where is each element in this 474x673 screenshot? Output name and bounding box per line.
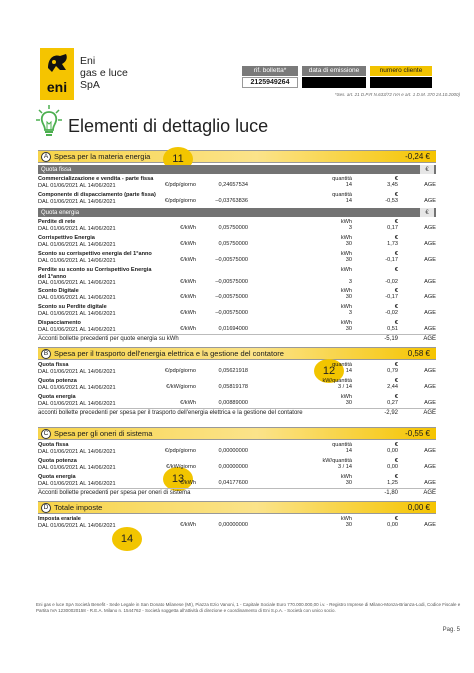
- row-unit: €/pdp/giorno: [164, 448, 196, 454]
- row-euro-label: €: [394, 442, 398, 448]
- row-amount: 3,45: [387, 182, 398, 188]
- table-row: [38, 217, 436, 233]
- table-row: [38, 376, 436, 392]
- row-price: 0,05621918: [218, 368, 248, 374]
- acconti-a-amount: -5,19: [384, 336, 398, 342]
- row-description: [38, 288, 158, 301]
- row-euro-label: €: [394, 235, 398, 241]
- section-d-letter: D: [41, 503, 51, 513]
- acconti-c-amount: -1,80: [384, 490, 398, 496]
- legal-note: *Ses. art. 21 D.P.R N.633/72 IVA e art. 1 D.M. 370 24.10.2000): [334, 92, 460, 97]
- row-age: AGE: [424, 225, 436, 231]
- section-c-title: Spesa per gli oneri di sistema: [54, 429, 153, 438]
- section-d-total: 0,00 €: [407, 503, 430, 512]
- row-quantity-label: kWh: [340, 516, 352, 522]
- acconti-c-text: Acconti bollette precedenti per spesa per oneri di sistema: [38, 490, 191, 496]
- row-name: Commercializzazione e vendita - parte fissa: [38, 176, 154, 182]
- row-amount: 0,00: [387, 522, 398, 528]
- row-unit: €/pdp/giorno: [164, 198, 196, 204]
- row-age: AGE: [424, 448, 436, 454]
- row-description: [38, 176, 158, 189]
- row-quantity: 14: [345, 368, 352, 374]
- table-row: [38, 249, 436, 265]
- row-quantity: 30: [345, 400, 352, 406]
- group-label: Quota energia: [41, 209, 80, 216]
- section-c-header: [38, 427, 436, 440]
- row-price: 0,00000000: [218, 464, 248, 470]
- ref-cliente-redacted: [370, 77, 432, 88]
- row-euro-label: €: [394, 267, 398, 273]
- row-quantity-label: kWh: [340, 267, 352, 273]
- rows-a-energia: [38, 217, 436, 334]
- bill-details: [38, 146, 436, 545]
- row-quantity: 3: [348, 279, 352, 285]
- company-line-2: gas e luce: [80, 67, 128, 79]
- row-euro-label: €: [394, 288, 398, 294]
- row-age: AGE: [424, 480, 436, 486]
- row-quantity-label: kWh: [340, 394, 352, 400]
- acconti-b-text: acconti bollette precedenti per spesa per il trasporto dell'energia elettrica e la gestione del contatore: [38, 410, 303, 416]
- row-period: DAL 01/06/2021 AL 14/06/2021: [38, 384, 116, 391]
- row-age: AGE: [424, 279, 436, 285]
- row-unit: €/kWh: [180, 257, 196, 263]
- table-row: [38, 302, 436, 318]
- table-row: [38, 233, 436, 249]
- ref-emissione-label: data di emissione: [302, 66, 366, 76]
- acconti-b-amount: -2,92: [384, 410, 398, 416]
- row-name: Dispacciamento: [38, 320, 81, 326]
- row-quantity-label: kWh: [340, 288, 352, 294]
- row-name: Sconto Digitale: [38, 288, 79, 294]
- row-quantity: 14: [345, 448, 352, 454]
- company-line-3: SpA: [80, 79, 100, 91]
- annotation-badge-13: 13: [163, 467, 193, 491]
- section-d-title: Totale imposte: [54, 503, 103, 512]
- row-period: DAL 01/06/2021 AL 14/06/2021: [38, 280, 116, 286]
- row-description: [38, 378, 158, 391]
- rows-c: [38, 440, 436, 488]
- row-euro-label: €: [394, 176, 398, 182]
- row-price: 0,01694000: [218, 326, 248, 332]
- row-description: [38, 458, 158, 471]
- row-description: [38, 251, 158, 264]
- row-age: AGE: [424, 384, 436, 390]
- row-name: Perdite di rete: [38, 219, 76, 225]
- row-unit: €/kW/giorno: [166, 464, 196, 470]
- page-number: Pag. 5: [442, 627, 460, 633]
- row-age: AGE: [424, 182, 436, 188]
- row-unit: €/kWh: [180, 400, 196, 406]
- row-quantity: 3 / 14: [338, 384, 352, 390]
- row-quantity: 30: [345, 241, 352, 247]
- title-area: [36, 104, 466, 144]
- section-b-total: 0,58 €: [407, 349, 430, 358]
- section-a-letter: A: [41, 152, 51, 162]
- row-period: DAL 01/06/2021 AL 14/06/2021: [38, 257, 116, 264]
- acconti-a: [38, 334, 436, 343]
- row-euro-label: €: [394, 516, 398, 522]
- row-euro-label: €: [394, 378, 398, 384]
- row-amount: 0,79: [387, 368, 398, 374]
- row-unit: €/pdp/giorno: [164, 368, 196, 374]
- row-unit: €/kWh: [180, 310, 196, 316]
- row-description: [38, 192, 158, 205]
- row-name: Quota energia: [38, 474, 76, 480]
- row-euro-label: €: [394, 304, 398, 310]
- row-age: AGE: [424, 241, 436, 247]
- row-quantity: 30: [345, 257, 352, 263]
- row-euro-label: €: [394, 320, 398, 326]
- row-quantity-label: quantità: [332, 176, 352, 182]
- row-age: AGE: [424, 368, 436, 374]
- row-price: 0,24657534: [218, 182, 248, 188]
- section-a-total: -0,24 €: [405, 152, 430, 161]
- row-quantity: 30: [345, 326, 352, 332]
- row-price: 0,05750000: [218, 225, 248, 231]
- row-description: [38, 235, 158, 248]
- row-name: Quota potenza: [38, 378, 77, 384]
- row-age: AGE: [424, 326, 436, 332]
- page-title: Elementi di dettaglio luce: [68, 116, 269, 136]
- row-unit: €/pdp/giorno: [164, 182, 196, 188]
- row-age: AGE: [424, 310, 436, 316]
- section-d-header: [38, 501, 436, 514]
- row-quantity-label: kW/quantità: [322, 378, 352, 384]
- rows-d: [38, 514, 436, 530]
- row-description: [38, 394, 158, 407]
- row-amount: 0,17: [387, 225, 398, 231]
- row-euro-label: €: [394, 474, 398, 480]
- group-quota-fissa-a: [38, 165, 436, 174]
- row-quantity: 3: [348, 310, 352, 316]
- row-quantity: 14: [345, 198, 352, 204]
- row-price: 0,04177600: [218, 480, 248, 486]
- row-price: 0,05819178: [218, 384, 248, 390]
- row-period: DAL 01/06/2021 AL 14/06/2021: [38, 400, 116, 407]
- row-age: AGE: [424, 464, 436, 470]
- row-age: AGE: [424, 522, 436, 528]
- lightbulb-icon: [36, 104, 62, 140]
- row-quantity: 30: [345, 480, 352, 486]
- row-name: Sconto su Perdite digitale: [38, 304, 107, 310]
- row-euro-label: €: [394, 458, 398, 464]
- table-row: [38, 190, 436, 206]
- row-age: AGE: [424, 198, 436, 204]
- row-period: DAL 01/06/2021 AL 14/06/2021: [38, 198, 116, 205]
- ref-cliente: [370, 66, 432, 88]
- ref-bolletta-value: 2125949264: [242, 77, 298, 88]
- row-amount: -0,53: [385, 198, 398, 204]
- row-amount: 0,00: [387, 464, 398, 470]
- section-b-header: [38, 347, 436, 360]
- row-amount: 0,00: [387, 448, 398, 454]
- row-description: [38, 442, 158, 455]
- ref-bolletta-label: rif. bolletta*: [242, 66, 298, 76]
- table-row: [38, 440, 436, 456]
- row-amount: 0,51: [387, 326, 398, 332]
- row-quantity-label: kW/quantità: [322, 458, 352, 464]
- row-period: DAL 01/06/2021 AL 14/06/2021: [38, 368, 116, 375]
- row-quantity-label: quantità: [332, 362, 352, 368]
- row-period: DAL 01/06/2021 AL 14/06/2021: [38, 522, 116, 529]
- row-euro-label: €: [394, 192, 398, 198]
- section-a-title: Spesa per la materia energia: [54, 152, 151, 161]
- row-description: [38, 362, 158, 375]
- row-euro-label: €: [394, 219, 398, 225]
- footer-legal: Eni gas e luce SpA Società Benefit - Sede Legale in San Donato Milanese (MI), Piazza Ezio Vanoni, 1 - Capitale Sociale Euro 770.000.000,00 i.v. - Registro Imprese di Milano-Monza-Brianza-Lodi, Codice Fiscale e Partita IVA 12300020158 - R.E.A. Milano n. 1544762 - Società soggetta all'attività di direzione e coordinamento di Eni S.p.A. - Società con unico socio.: [36, 602, 461, 613]
- section-b-title: Spesa per il trasporto dell'energia elettrica e la gestione del contatore: [54, 349, 284, 358]
- row-quantity-label: kWh: [340, 304, 352, 310]
- row-name: Corrispettivo Energia: [38, 235, 95, 241]
- row-period: DAL 01/06/2021 AL 14/06/2021: [38, 294, 116, 301]
- row-period: DAL 01/06/2021 AL 14/06/2021: [38, 182, 116, 189]
- row-quantity: 30: [345, 294, 352, 300]
- row-amount: 2,44: [387, 384, 398, 390]
- row-price: 0,05750000: [218, 241, 248, 247]
- group-quota-energia-a: [38, 208, 436, 217]
- row-age: AGE: [424, 294, 436, 300]
- row-name: Perdite su sconto su Corrispettivo Energia del 1°anno: [38, 267, 152, 280]
- acconti-b: [38, 408, 436, 423]
- ref-emissione-redacted: [302, 77, 366, 88]
- row-unit: €/kWh: [180, 225, 196, 231]
- row-euro-label: €: [394, 362, 398, 368]
- svg-text:eni: eni: [46, 79, 68, 95]
- acconti-a-text: Acconti bollette precedenti per quote energia su kWh: [38, 336, 179, 342]
- section-c-letter: C: [41, 429, 51, 439]
- row-description: [38, 320, 158, 333]
- row-amount: -0,02: [385, 279, 398, 285]
- row-unit: €/kW/giorno: [166, 384, 196, 390]
- rows-a-fissa: [38, 174, 436, 206]
- row-age: AGE: [424, 400, 436, 406]
- row-euro-label: €: [394, 251, 398, 257]
- row-price: –0,00575000: [215, 257, 248, 263]
- row-period: DAL 01/06/2021 AL 14/06/2021: [38, 241, 116, 248]
- group-euro-label: €: [420, 208, 434, 217]
- row-price: –0,03763836: [215, 198, 248, 204]
- row-euro-label: €: [394, 394, 398, 400]
- row-unit: €/kWh: [180, 241, 196, 247]
- row-period: DAL 01/06/2021 AL 14/06/2021: [38, 448, 116, 455]
- row-name: Quota fissa: [38, 442, 69, 448]
- row-amount: -0,17: [385, 294, 398, 300]
- row-period: DAL 01/06/2021 AL 14/06/2021: [38, 310, 116, 317]
- row-unit: €/kWh: [180, 522, 196, 528]
- acconti-a-age: AGE: [423, 336, 436, 342]
- row-period: DAL 01/06/2021 AL 14/06/2021: [38, 464, 116, 471]
- eni-logo: [40, 48, 74, 100]
- row-unit: €/kWh: [180, 480, 196, 486]
- row-name: Quota energia: [38, 394, 76, 400]
- row-name: Imposta erariale: [38, 516, 81, 522]
- row-quantity: 14: [345, 182, 352, 188]
- row-period: DAL 01/06/2021 AL 14/06/2021: [38, 225, 116, 232]
- table-row: [38, 472, 436, 488]
- row-price: –0,00575000: [215, 294, 248, 300]
- row-price: –0,00575000: [215, 279, 248, 285]
- row-amount: -0,02: [385, 310, 398, 316]
- row-description: [38, 219, 158, 232]
- acconti-c-age: AGE: [423, 490, 436, 496]
- row-description: [38, 267, 158, 287]
- row-description: [38, 304, 158, 317]
- section-b-letter: B: [41, 349, 51, 359]
- annotation-badge-14: 14: [112, 527, 142, 551]
- rows-b: [38, 360, 436, 408]
- row-name: Sconto su corrispettivo energia del 1°anno: [38, 251, 152, 257]
- acconti-b-age: AGE: [423, 410, 436, 416]
- row-unit: €/kWh: [180, 279, 196, 285]
- header: [0, 0, 474, 110]
- row-description: [38, 516, 158, 529]
- section-c-total: -0,55 €: [405, 429, 430, 438]
- row-name: Quota potenza: [38, 458, 77, 464]
- acconti-c: [38, 488, 436, 497]
- group-euro-label: €: [420, 165, 434, 174]
- row-amount: 1,73: [387, 241, 398, 247]
- row-quantity-label: kWh: [340, 235, 352, 241]
- group-label: Quota fissa: [41, 166, 72, 173]
- row-quantity: 3 / 14: [338, 464, 352, 470]
- row-unit: €/kWh: [180, 326, 196, 332]
- row-amount: -0,17: [385, 257, 398, 263]
- row-quantity-label: quantità: [332, 192, 352, 198]
- row-quantity: 3: [348, 225, 352, 231]
- row-period: DAL 01/06/2021 AL 14/06/2021: [38, 480, 116, 487]
- row-quantity-label: kWh: [340, 320, 352, 326]
- row-price: 0,00889000: [218, 400, 248, 406]
- row-price: –0,00575000: [215, 310, 248, 316]
- row-amount: 1,25: [387, 480, 398, 486]
- ref-emissione: [302, 66, 366, 88]
- company-line-1: Eni: [80, 55, 96, 67]
- table-row: [38, 360, 436, 376]
- annotation-badge-12: 12: [314, 359, 344, 383]
- table-row: [38, 392, 436, 408]
- table-row: [38, 456, 436, 472]
- row-quantity-label: kWh: [340, 251, 352, 257]
- row-price: 0,00000000: [218, 448, 248, 454]
- ref-bolletta: [242, 66, 298, 88]
- row-period: DAL 01/06/2021 AL 14/06/2021: [38, 326, 116, 333]
- row-quantity-label: kWh: [340, 219, 352, 225]
- row-quantity-label: kWh: [340, 474, 352, 480]
- row-quantity: 30: [345, 522, 352, 528]
- section-a-header: [38, 150, 436, 163]
- ref-cliente-label: numero cliente: [370, 66, 432, 76]
- table-row: [38, 265, 436, 286]
- row-name: Quota fissa: [38, 362, 69, 368]
- table-row: [38, 318, 436, 334]
- row-price: 0,00000000: [218, 522, 248, 528]
- row-name: Componente di dispacciamento (parte fissa): [38, 192, 156, 198]
- annotation-badge-11: 11: [163, 147, 193, 171]
- row-unit: €/kWh: [180, 294, 196, 300]
- row-quantity-label: quantità: [332, 442, 352, 448]
- row-description: [38, 474, 158, 487]
- row-amount: 0,27: [387, 400, 398, 406]
- table-row: [38, 514, 436, 530]
- table-row: [38, 286, 436, 302]
- row-age: AGE: [424, 257, 436, 263]
- table-row: [38, 174, 436, 190]
- company-name: [80, 55, 128, 91]
